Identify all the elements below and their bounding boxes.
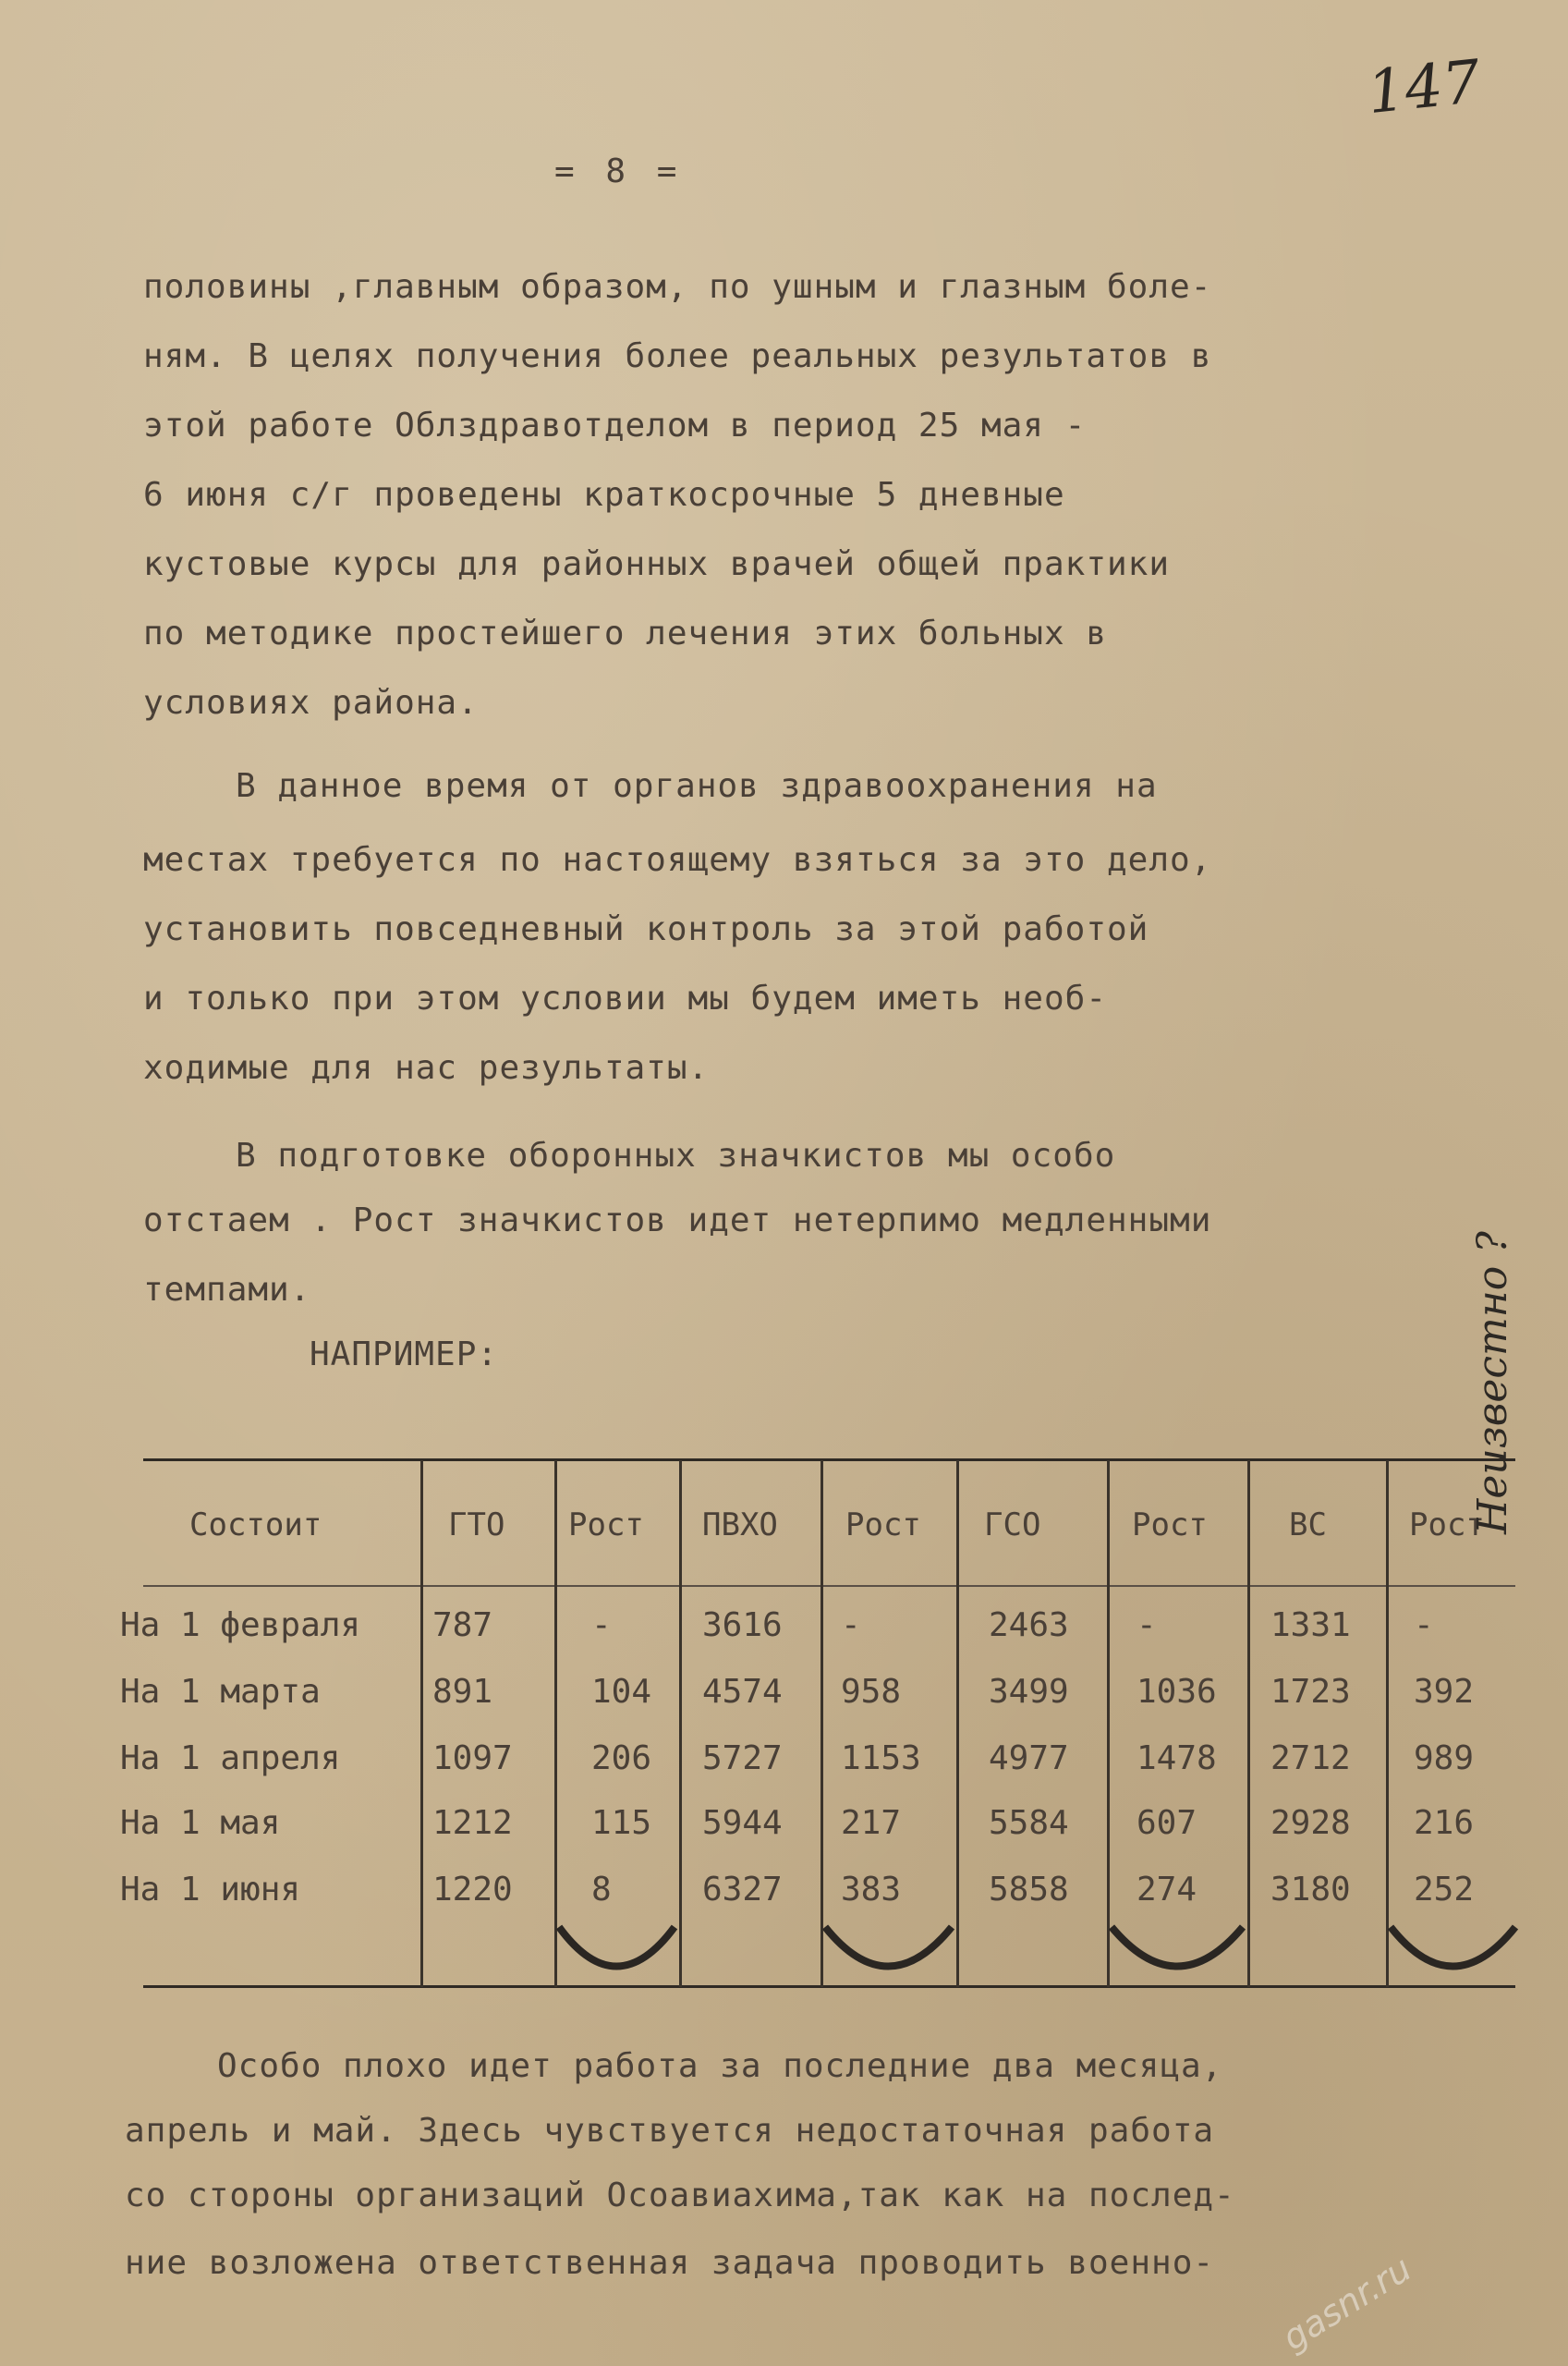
text-line: ходимые для нас результаты. [143,1049,710,1087]
text-line: этой работе Облздравотделом в период 25 мая - [143,407,1087,445]
bracket-mark [820,1918,956,1982]
table-header: ВС [1289,1506,1327,1543]
table-cell: 6327 [702,1871,783,1909]
table-cell: 206 [591,1739,652,1777]
table-cell: - [841,1606,861,1644]
table-header: ПВХО [702,1506,778,1543]
table-cell: 1097 [432,1739,513,1777]
text-line: установить повседневный контроль за этой работой [143,910,1149,948]
column-divider [1247,1460,1250,1987]
table-header: ГСО [984,1506,1041,1543]
table-cell: 5727 [702,1739,783,1777]
table-cell: 607 [1136,1804,1197,1842]
table-cell: 1331 [1270,1606,1351,1644]
table-cell: 3616 [702,1606,783,1644]
text-line: ние возложена ответственная задача проводить военно- [125,2244,1215,2282]
table-cell: 4977 [989,1739,1069,1777]
text-line: условиях района. [143,684,479,722]
table-cell: 2928 [1270,1804,1351,1842]
table-header-rule [143,1585,1515,1587]
table-cell: 2712 [1270,1739,1351,1777]
table-cell: 216 [1414,1804,1475,1842]
column-divider [956,1460,959,1987]
margin-handwritten-note: Неизвестно ? [1469,1231,1516,1534]
table-cell: 115 [591,1804,652,1842]
table-header: ГТО [448,1506,505,1543]
column-divider [1107,1460,1110,1987]
table-header: Рост [845,1506,921,1543]
text-line: со стороны организаций Осоавиахима,так как на послед- [125,2177,1235,2214]
table-header: Рост [1409,1506,1485,1543]
column-divider [1386,1460,1389,1987]
table-row-label: На 1 июня [120,1871,301,1909]
watermark: gasnr.ru [1275,2248,1419,2359]
bracket-mark [554,1918,679,1982]
text-line: апрель и май. Здесь чувствуется недостаточная работа [125,2112,1215,2150]
table-cell: 2463 [989,1606,1069,1644]
table-cell: 1153 [841,1739,921,1777]
bracket-mark [1107,1918,1247,1982]
text-line: отстаем . Рост значкистов идет нетерпимо медленными [143,1201,1212,1239]
table-bottom-rule [143,1985,1515,1988]
table-cell: 1220 [432,1871,513,1909]
text-line: по методике простейшего лечения этих больных в [143,615,1107,652]
table-row-label: На 1 апреля [120,1739,341,1777]
text-line: В подготовке оборонных значкистов мы особо [236,1137,1116,1175]
text-line: Особо плохо идет работа за последние два месяца, [217,2047,1223,2085]
text-line: местах требуется по настоящему взяться за это дело, [143,841,1212,879]
text-line: ням. В целях получения более реальных результатов в [143,337,1212,375]
table-cell: - [591,1606,612,1644]
text-line: кустовые курсы для районных врачей общей практики [143,545,1171,583]
text-line: темпами. [143,1271,311,1309]
column-divider [679,1460,682,1987]
folio-number: 147 [1364,47,1484,128]
text-line: 6 июня с/г проведены краткосрочные 5 дневные [143,476,1065,514]
bracket-mark [1386,1918,1520,1982]
text-line: половины ,главным образом, по ушным и глазным боле- [143,268,1212,306]
table-cell: 392 [1414,1673,1475,1711]
table-cell: 3180 [1270,1871,1351,1909]
column-divider [820,1460,823,1987]
table-cell: 252 [1414,1871,1475,1909]
table-cell: - [1414,1606,1434,1644]
text-line: В данное время от органов здравоохранения на [236,767,1158,805]
table-cell: 1036 [1136,1673,1217,1711]
table-cell: 383 [841,1871,902,1909]
table-cell: 217 [841,1804,902,1842]
table-cell: 4574 [702,1673,783,1711]
table-cell: 5858 [989,1871,1069,1909]
table-header: Рост [1132,1506,1208,1543]
table-row-label: На 1 февраля [120,1606,361,1644]
example-label: НАПРИМЕР: [310,1335,499,1373]
page-number: = 8 = [554,152,683,190]
table-cell: 989 [1414,1739,1475,1777]
table-cell: 787 [432,1606,493,1644]
table-top-rule [143,1458,1515,1461]
table-cell: 1478 [1136,1739,1217,1777]
table-cell: 5584 [989,1804,1069,1842]
table-cell: 8 [591,1871,612,1909]
table-header: Состоит [189,1506,322,1543]
table-cell: - [1136,1606,1157,1644]
table-cell: 891 [432,1673,493,1711]
table-cell: 958 [841,1673,902,1711]
table-cell: 1212 [432,1804,513,1842]
table-cell: 1723 [1270,1673,1351,1711]
table-cell: 5944 [702,1804,783,1842]
table-row-label: На 1 марта [120,1673,321,1711]
table-row-label: На 1 мая [120,1804,281,1842]
table-cell: 3499 [989,1673,1069,1711]
column-divider [554,1460,557,1987]
column-divider [420,1460,423,1987]
table-cell: 274 [1136,1871,1197,1909]
table-cell: 104 [591,1673,652,1711]
table-header: Рост [568,1506,644,1543]
text-line: и только при этом условии мы будем иметь необ- [143,980,1107,1018]
